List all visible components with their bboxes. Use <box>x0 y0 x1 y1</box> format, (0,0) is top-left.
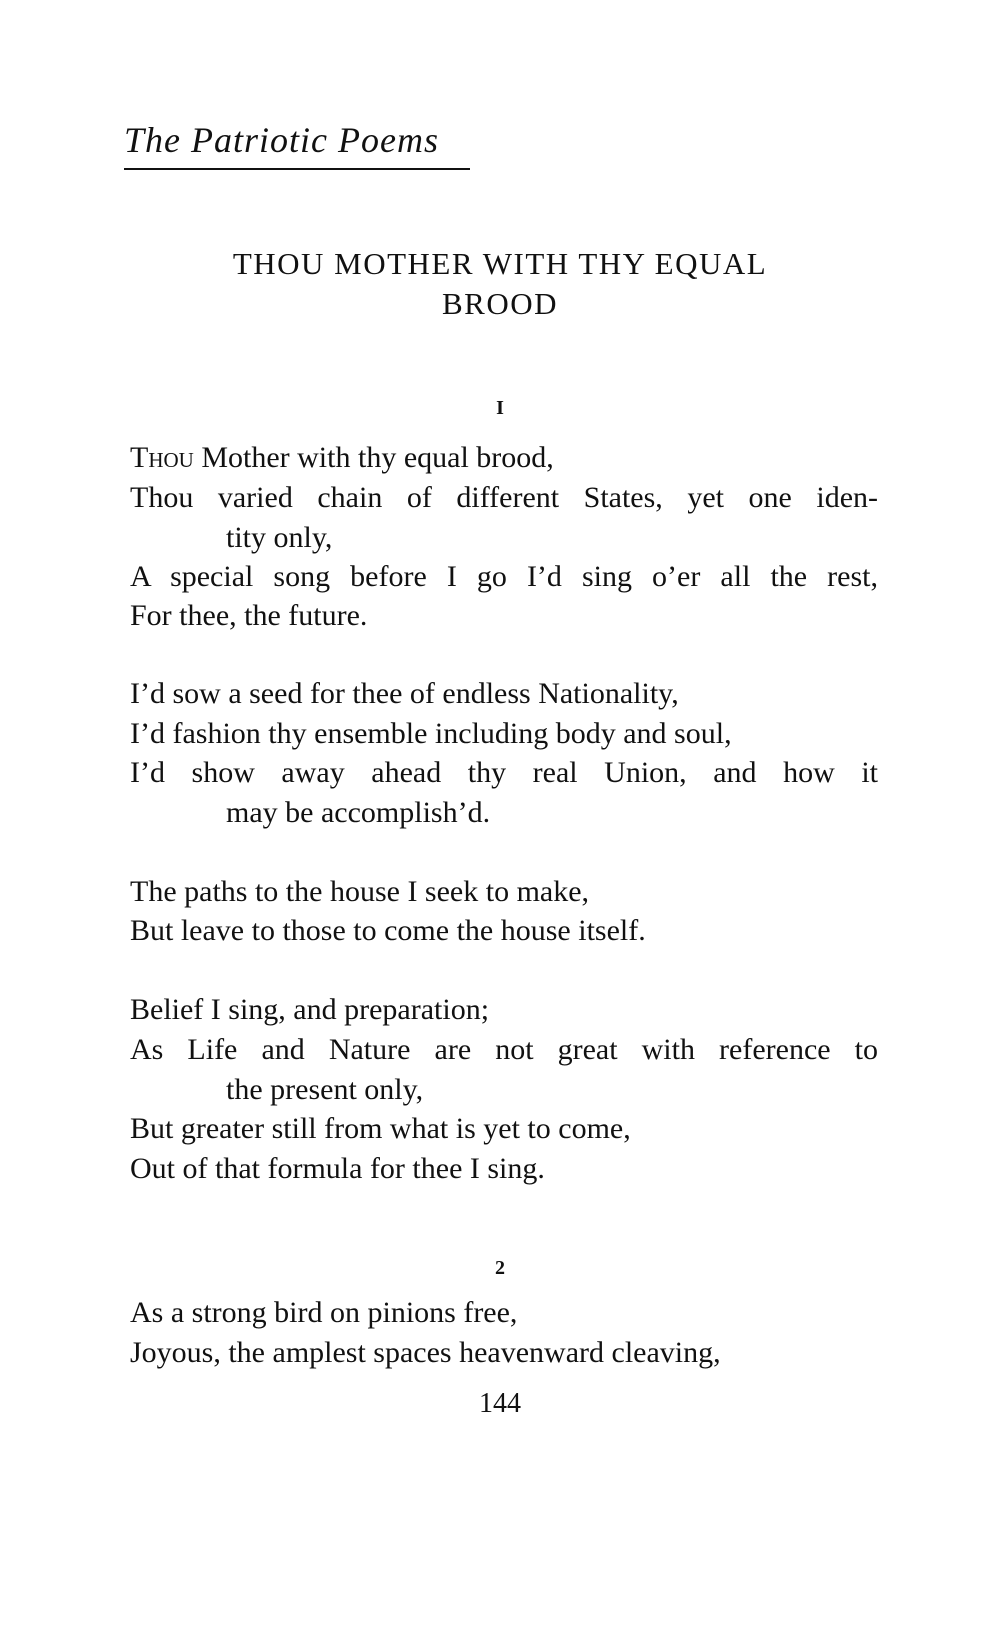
section-number-2: 2 <box>495 1257 505 1279</box>
verse-line-text: Mother with thy equal brood, <box>193 441 554 474</box>
running-head-rule <box>124 168 470 170</box>
verse-line <box>130 438 554 478</box>
section-number-1: I <box>496 397 504 419</box>
verse-line-continuation: may be accomplish’d. <box>226 796 491 829</box>
verse-line: Out of that formula for thee I sing. <box>130 1152 545 1185</box>
verse-line: But leave to those to come the house itself. <box>130 914 646 947</box>
running-head: The Patriotic Poems <box>124 120 439 160</box>
verse-line: I’d fashion thy ensemble including body and soul, <box>130 717 732 750</box>
verse-line: Joyous, the amplest spaces heavenward cleaving, <box>130 1336 721 1369</box>
page-number: 144 <box>479 1388 521 1419</box>
poem-title-line-1: THOU MOTHER WITH THY EQUAL <box>232 246 768 281</box>
verse-line: Belief I sing, and preparation; <box>130 993 490 1026</box>
opening-word: Thou <box>130 441 194 474</box>
poem-title-line-2: BROOD <box>441 286 558 321</box>
verse-line: But greater still from what is yet to come, <box>130 1112 631 1145</box>
verse-line-continuation: tity only, <box>226 521 333 554</box>
verse-line: I’d show away ahead thy real Union, and how it <box>130 756 878 789</box>
verse-line: As a strong bird on pinions free, <box>130 1296 518 1329</box>
verse-line-continuation: the present only, <box>226 1073 424 1106</box>
verse-line: As Life and Nature are not great with reference to <box>130 1033 878 1066</box>
verse-line: For thee, the future. <box>130 599 368 632</box>
verse-line: The paths to the house I seek to make, <box>130 875 590 908</box>
verse-line: I’d sow a seed for thee of endless Nationality, <box>130 677 679 710</box>
verse-line: Thou varied chain of different States, yet one iden- <box>130 481 878 514</box>
verse-line: A special song before I go I’d sing o’er all the rest, <box>130 560 878 593</box>
